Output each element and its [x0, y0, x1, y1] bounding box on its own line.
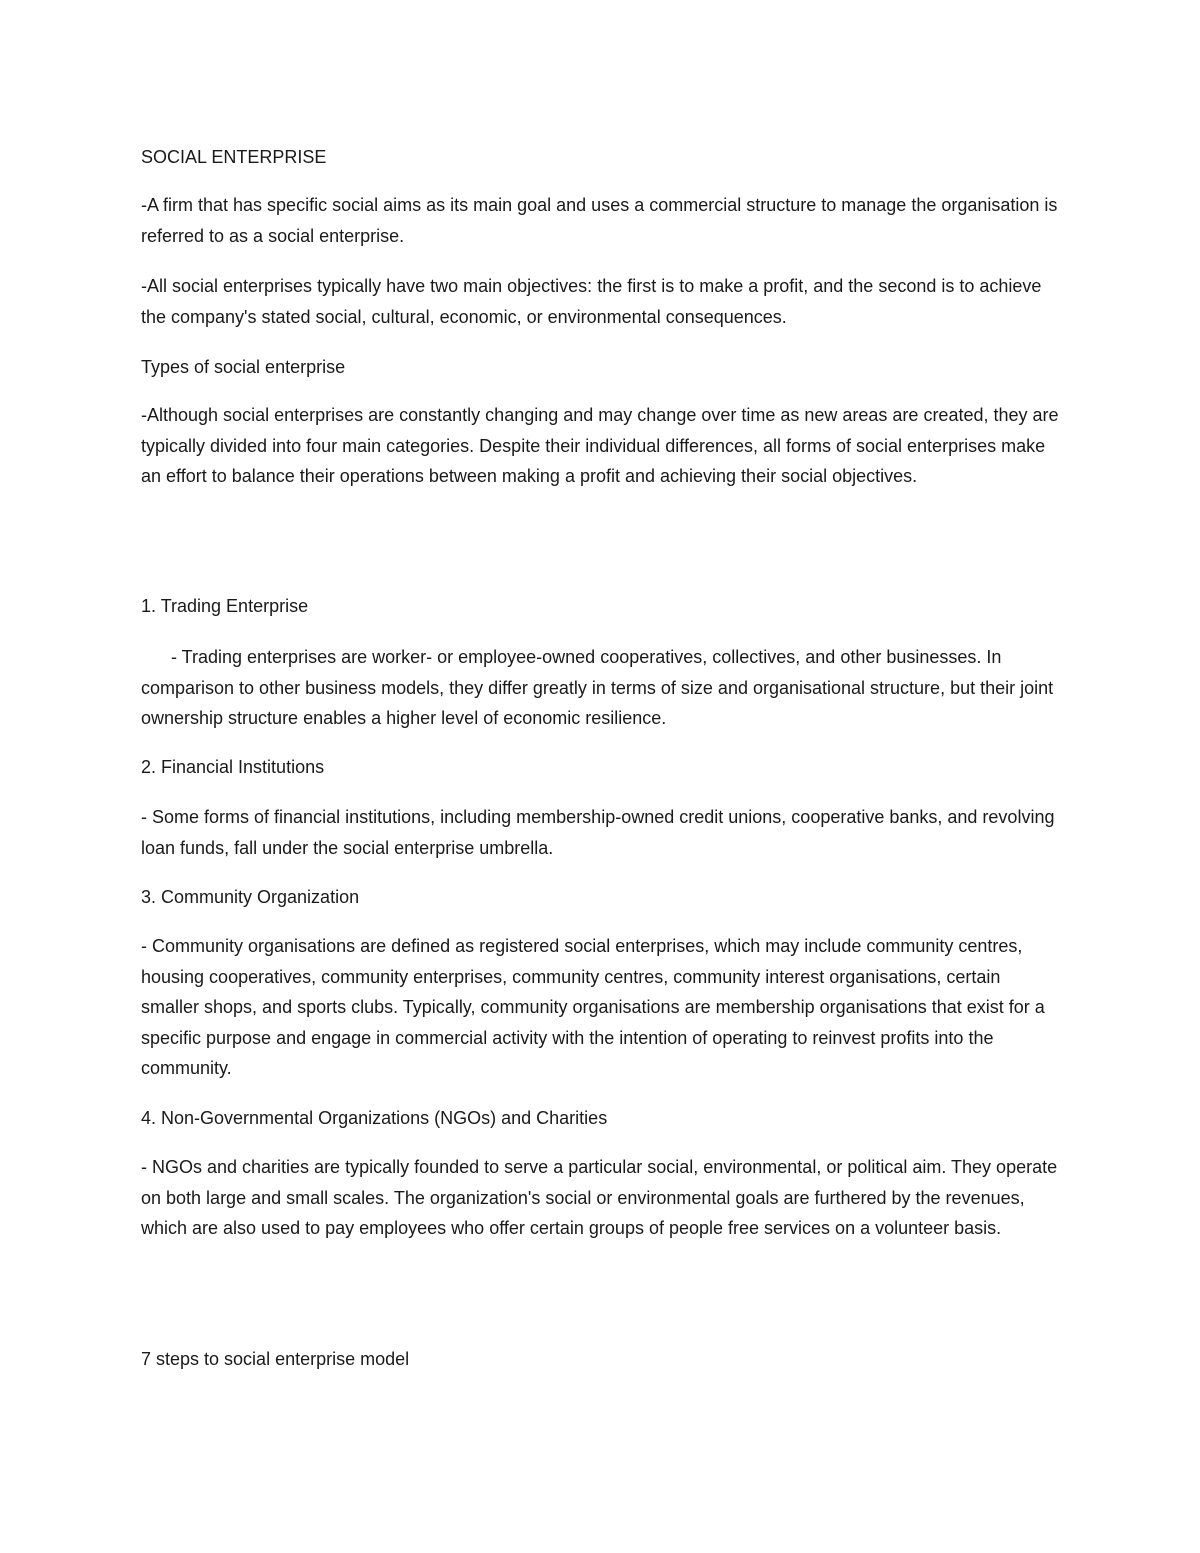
section-heading-community: 3. Community Organization [141, 887, 360, 907]
types-heading: Types of social enterprise [141, 357, 346, 377]
section-body-trading: - Trading enterprises are worker- or employee-owned cooperatives, collectives, and other businesses. In comparison to other business models, they differ greatly in terms of size and organisational structure, but their joint ownership structure enables a higher level of economic resilience. [141, 647, 1054, 728]
objectives-paragraph: -All social enterprises typically have two main objectives: the first is to make a profit, and the second is to achieve the company's stated social, cultural, economic, or environmental consequences. [141, 276, 1042, 327]
types-intro-paragraph: -Although social enterprises are constantly changing and may change over time as new areas are created, they are typically divided into four main categories. Despite their individual differences, all forms of social enterprises make an effort to balance their operations between making a profit and achieving their social objectives. [141, 405, 1059, 486]
section-heading-ngos: 4. Non-Governmental Organizations (NGOs) and Charities [141, 1108, 608, 1128]
steps-heading: 7 steps to social enterprise model [141, 1349, 410, 1369]
document-title: SOCIAL ENTERPRISE [141, 147, 327, 167]
section-body-ngos: - NGOs and charities are typically founded to serve a particular social, environmental, or political aim. They operate on both large and small scales. The organization's social or environmental goals are furthered by the revenues, which are also used to pay employees who offer certain groups of people free services on a volunteer basis. [141, 1157, 1058, 1238]
section-heading-trading: 1. Trading Enterprise [141, 596, 309, 616]
section-body-financial: - Some forms of financial institutions, including membership-owned credit unions, cooperative banks, and revolving loan funds, fall under the social enterprise umbrella. [141, 807, 1055, 858]
definition-paragraph: -A firm that has specific social aims as its main goal and uses a commercial structure to manage the organisation is referred to as a social enterprise. [141, 195, 1058, 246]
section-body-community: - Community organisations are defined as registered social enterprises, which may include community centres, housing cooperatives, community enterprises, community centres, community interest organisations, certain smaller shops, and sports clubs. Typically, community organisations are membership organisations that exist for a specific purpose and engage in commercial activity with the intention of operating to reinvest profits into the community. [141, 936, 1045, 1078]
section-heading-financial: 2. Financial Institutions [141, 757, 325, 777]
